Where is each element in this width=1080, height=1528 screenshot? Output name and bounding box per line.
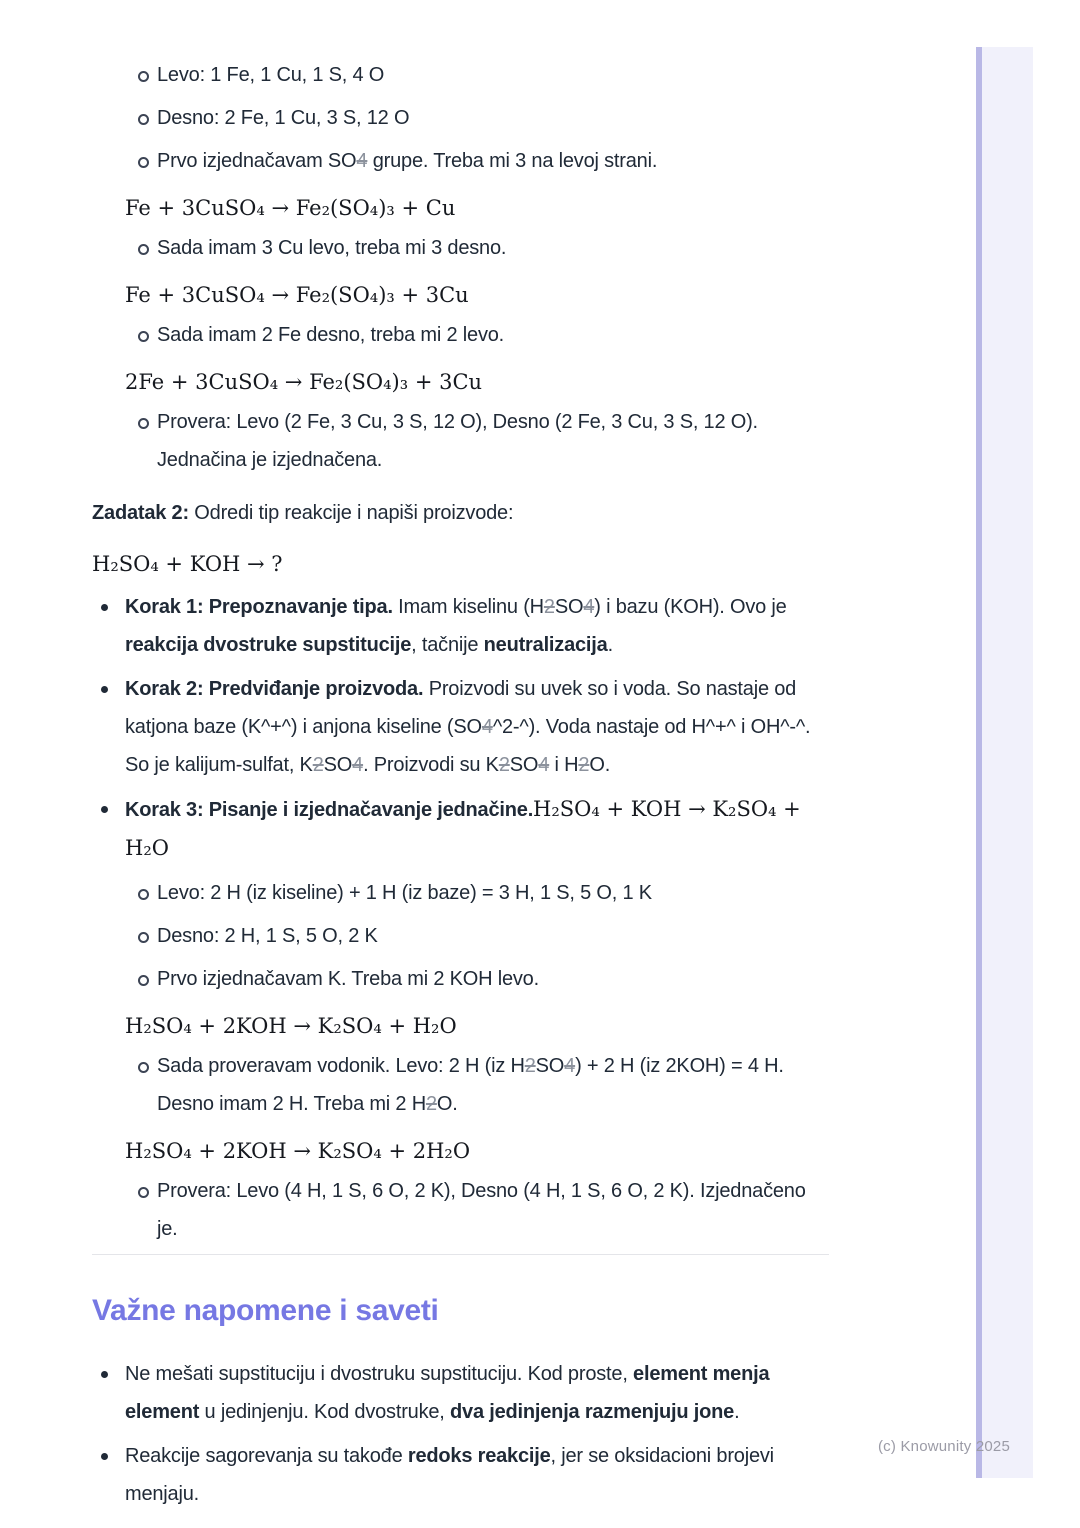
text-segment: Levo: 2 H (iz kiseline) + 1 H (iz baze) = 3 H, 1 S, 5 O, 1 K: [157, 882, 652, 904]
list-item: [92, 1172, 829, 1248]
equation: H₂SO₄ + KOH → ?: [92, 552, 283, 576]
text-segment: , jer se oksidacioni brojevi menjaju.: [125, 1445, 774, 1505]
text-segment: Odredi tip reakcije i napiši proizvode:: [188, 502, 514, 524]
text-segment: Proizvodi su uvek so i voda. So nastaje od katjona baze (K^+^) i anjona kiseline (SO: [125, 678, 797, 738]
bold-segment: neutralizacija: [483, 634, 608, 656]
equation-note-list: [92, 403, 829, 479]
list-item: [92, 316, 829, 354]
text-segment: Reakcije sagorevanja su takođe: [125, 1445, 408, 1467]
strike-segment: 4: [356, 150, 368, 172]
strike-segment: 2: [312, 754, 324, 776]
strike-segment: 2: [524, 1055, 536, 1077]
list-item: [92, 99, 829, 137]
equation: H₂SO₄ + 2KOH → K₂SO₄ + H₂O: [125, 1014, 457, 1038]
text-segment: Sada imam 3 Cu levo, treba mi 3 desno.: [157, 237, 507, 259]
text-segment: .: [607, 634, 613, 656]
text-segment: u jedinjenju. Kod dvostruke,: [199, 1401, 451, 1423]
strike-segment: 2: [425, 1093, 437, 1115]
text-segment: . Proizvodi su K: [363, 754, 499, 776]
list-item: [92, 1047, 829, 1123]
list-item: [92, 229, 829, 267]
watermark-copyright: (c) Knowunity 2025: [877, 1438, 1010, 1455]
bold-segment: Korak 2: Predviđanje proizvoda.: [125, 678, 424, 700]
text-segment: Desno: 2 H, 1 S, 5 O, 2 K: [157, 925, 378, 947]
note-tip2: [92, 1437, 829, 1513]
step-korak2: [92, 670, 829, 784]
equation-note-list: [92, 1047, 829, 1123]
equation-note-list: [92, 316, 829, 354]
text-segment: Levo: 1 Fe, 1 Cu, 1 S, 4 O: [157, 64, 385, 86]
step-korak1: [92, 588, 829, 664]
step-korak3: [92, 790, 829, 868]
equation: Fe + 3CuSO₄ → Fe₂(SO₄)₃ + Cu: [125, 196, 456, 220]
text-segment: , tačnije: [411, 634, 484, 656]
equation: H₂SO₄ + 2KOH → K₂SO₄ + 2H₂O: [125, 1139, 471, 1163]
text-segment: ) i bazu (KOH). Ovo je: [594, 596, 787, 618]
text-segment: Ne mešati supstituciju i dvostruku supstituciju. Kod proste,: [125, 1363, 634, 1385]
section-divider: [92, 1254, 829, 1255]
text-segment: .: [734, 1401, 740, 1423]
text-segment: O.: [589, 754, 611, 776]
steps-list: [92, 588, 829, 868]
text-segment: SO: [554, 596, 584, 618]
bold-segment: Korak 1: Prepoznavanje tipa.: [125, 596, 393, 618]
text-segment: Sada imam 2 Fe desno, treba mi 2 levo.: [157, 324, 505, 346]
text-segment: Provera: Levo (4 H, 1 S, 6 O, 2 K), Desno (4 H, 1 S, 6 O, 2 K). Izjednačeno je.: [157, 1180, 806, 1240]
strike-segment: 2: [543, 596, 555, 618]
text-segment: Sada proveravam vodonik. Levo: 2 H (iz H: [157, 1055, 525, 1077]
text-segment: Prvo izjednačavam SO: [157, 150, 357, 172]
note-tip1: [92, 1355, 829, 1431]
text-segment: SO: [323, 754, 353, 776]
strike-segment: 2: [498, 754, 510, 776]
text-segment: Prvo izjednačavam K. Treba mi 2 KOH levo.: [157, 968, 539, 990]
text-segment: Desno: 2 Fe, 1 Cu, 3 S, 12 O: [157, 107, 410, 129]
scrollbar[interactable]: [976, 47, 1033, 1478]
strike-segment: 4: [352, 754, 364, 776]
equation-inline: H₂SO₄ + KOH → K₂SO₄ + H₂O: [125, 797, 801, 860]
list-item: [92, 960, 829, 998]
task2-intro: [92, 494, 829, 532]
hydrogen-count-list: [92, 874, 829, 998]
atom-count-list: [92, 56, 829, 180]
task2-label: Zadatak 2:: [92, 502, 189, 524]
strike-segment: 4: [481, 716, 493, 738]
text-segment: O.: [436, 1093, 458, 1115]
strike-segment: 4: [583, 596, 595, 618]
bold-segment: element menja element: [125, 1363, 770, 1423]
text-segment: i H: [549, 754, 579, 776]
equation: Fe + 3CuSO₄ → Fe₂(SO₄)₃ + 3Cu: [125, 283, 469, 307]
notes-list: [92, 1355, 829, 1513]
equation-note-list: [92, 1172, 829, 1248]
text-segment: ^2-^). Voda nastaje od H^+^ i OH^-^. So je kalijum-sulfat, K: [125, 716, 811, 776]
bold-segment: reakcija dvostruke supstitucije: [125, 634, 412, 656]
bold-segment: dva jedinjenja razmenjuju jone: [450, 1401, 735, 1423]
strike-segment: 4: [538, 754, 550, 776]
list-item: [92, 403, 829, 479]
bold-segment: redoks reakcije: [407, 1445, 551, 1467]
strike-segment: 4: [564, 1055, 576, 1077]
list-item: [92, 874, 829, 912]
text-segment: ) + 2 H (iz 2KOH) = 4 H. Desno imam 2 H. Treba mi 2 H: [157, 1055, 784, 1115]
strike-segment: 2: [578, 754, 590, 776]
text-segment: SO: [535, 1055, 565, 1077]
document-content: [92, 48, 829, 1519]
list-item: [92, 917, 829, 955]
text-segment: SO: [509, 754, 539, 776]
notes-heading: Važne napomene i saveti: [92, 1294, 439, 1327]
equation: 2Fe + 3CuSO₄ → Fe₂(SO₄)₃ + 3Cu: [125, 370, 483, 394]
text-segment: Imam kiselinu (H: [392, 596, 544, 618]
list-item: [92, 56, 829, 94]
text-segment: Provera: Levo (2 Fe, 3 Cu, 3 S, 12 O), Desno (2 Fe, 3 Cu, 3 S, 12 O). Jednačina je izjednačena.: [157, 411, 758, 471]
list-item: [92, 142, 829, 180]
equation-note-list: [92, 229, 829, 267]
text-segment: grupe. Treba mi 3 na levoj strani.: [367, 150, 658, 172]
bold-segment: Korak 3: Pisanje i izjednačavanje jednačine.: [125, 799, 534, 821]
